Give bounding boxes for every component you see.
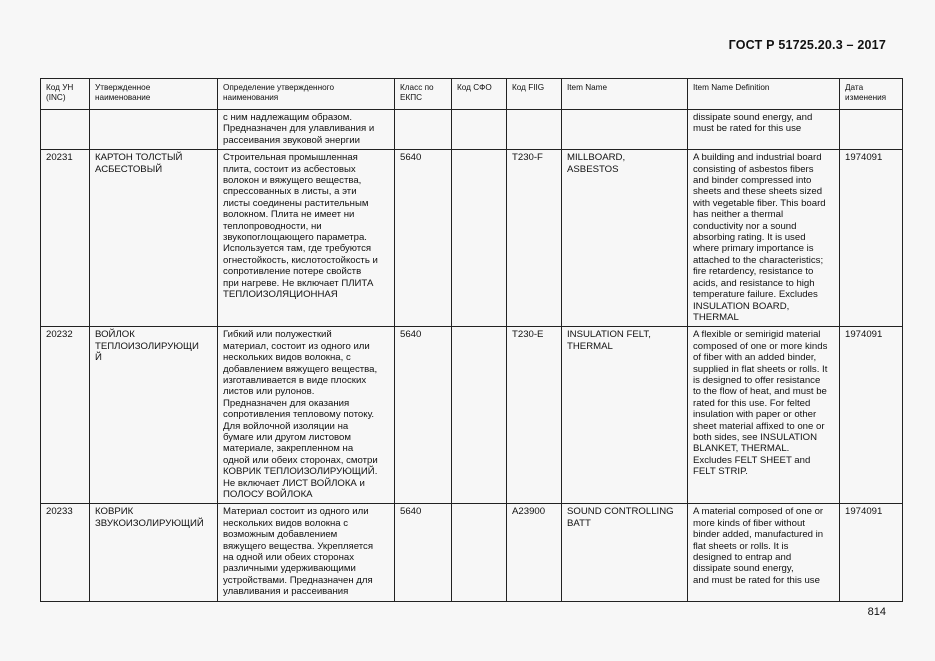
cell-fiig — [507, 110, 562, 150]
col-header-sfo: Код СФО — [452, 79, 507, 110]
cell-item-name: SOUND CONTROLLING BATT — [562, 504, 688, 601]
table-row — [41, 504, 903, 601]
cell-definition-en: dissipate sound energy, and must be rated for this use — [688, 110, 840, 150]
cell-fiig: T230-F — [507, 150, 562, 327]
cell-name-ru: КОВРИК ЗВУКОИЗОЛИРУЮЩИЙ — [90, 504, 218, 601]
cell-fiig: A23900 — [507, 504, 562, 601]
cell-class: 5640 — [395, 504, 452, 601]
table-row — [41, 327, 903, 504]
table-row-continuation — [41, 110, 903, 150]
cell-definition-ru: с ним надлежащим образом. Предназначен для улавливания и рассеивания звуковой энергии — [218, 110, 395, 150]
cell-date — [840, 110, 903, 150]
catalog-table — [40, 78, 903, 602]
cell-definition-en: A flexible or semirigid material composed of one or more kinds of fiber with an added binder, supplied in flat sheets or rolls. It is designed to offer resistance to the flow of heat, and must be rated for this use. For felted insulation with paper or other sheet material affixed to one or both sides, see INSULATION BLANKET, THERMAL. Excludes FELT SHEET and FELT STRIP. — [688, 327, 840, 504]
cell-class: 5640 — [395, 150, 452, 327]
cell-sfo — [452, 150, 507, 327]
col-header-class: Класс по ЕКПС — [395, 79, 452, 110]
cell-definition-en: A building and industrial board consisting of asbestos fibers and binder compressed into sheets and these sheets sized with vegetable fiber. This board has neither a thermal conductivity nor a sound absorbing rating. It is used where primary importance is attached to the characteristics; fire retardency, resistance to acids, and resistance to high temperature failure. Excludes INSULATION BOARD, THERMAL — [688, 150, 840, 327]
cell-name-ru: ВОЙЛОК ТЕПЛОИЗОЛИРУЮЩИ Й — [90, 327, 218, 504]
cell-name-ru — [90, 110, 218, 150]
col-header-name-ru: Утвержденное наименование — [90, 79, 218, 110]
cell-fiig: T230-E — [507, 327, 562, 504]
cell-code — [41, 110, 90, 150]
cell-class: 5640 — [395, 327, 452, 504]
cell-date: 1974091 — [840, 504, 903, 601]
cell-sfo — [452, 327, 507, 504]
cell-date: 1974091 — [840, 327, 903, 504]
cell-date: 1974091 — [840, 150, 903, 327]
col-header-definition-ru: Определение утвержденного наименования — [218, 79, 395, 110]
cell-name-ru: КАРТОН ТОЛСТЫЙ АСБЕСТОВЫЙ — [90, 150, 218, 327]
cell-code: 20233 — [41, 504, 90, 601]
cell-sfo — [452, 110, 507, 150]
cell-definition-ru: Гибкий или полужесткий материал, состоит из одного или нескольких видов волокна, с добавлением вяжущего вещества, изготавливается в виде плоских листов или рулонов. Предназначен для оказания сопротивления тепловому потоку. Для войлочной изоляции на бумаге или другом листовом материале, закрепленном на одной или обеих сторонах, смотри КОВРИК ТЕПЛОИЗОЛИРУЮЩИЙ. Не включает ЛИСТ ВОЙЛОКА и ПОЛОСУ ВОЙЛОКА — [218, 327, 395, 504]
cell-definition-en: A material composed of one or more kinds of fiber without binder added, manufactured in flat sheets or rolls. It is designed to entrap and dissipate sound energy, and must be rated for this use — [688, 504, 840, 601]
cell-sfo — [452, 504, 507, 601]
standard-designation: ГОСТ Р 51725.20.3 – 2017 — [728, 38, 886, 52]
cell-code: 20231 — [41, 150, 90, 327]
table-row — [41, 150, 903, 327]
cell-definition-ru: Строительная промышленная плита, состоит из асбестовых волокон и вяжущего вещества, спрессованных в листы, а эти листы соединены растительным волокном. Плита не имеет ни теплопроводности, ни звукопоглощающего параметра. Используется там, где требуются огнестойкость, кислотостойкость и сопротивление потере свойств при нагреве. Не включает ПЛИТА ТЕПЛОИЗОЛЯЦИОННАЯ — [218, 150, 395, 327]
cell-class — [395, 110, 452, 150]
col-header-fiig: Код FIIG — [507, 79, 562, 110]
cell-item-name: MILLBOARD, ASBESTOS — [562, 150, 688, 327]
table-header-row — [41, 79, 903, 110]
page-number: 814 — [867, 606, 886, 618]
cell-code: 20232 — [41, 327, 90, 504]
col-header-item-name: Item Name — [562, 79, 688, 110]
col-header-code: Код УН (INC) — [41, 79, 90, 110]
col-header-date: Дата изменения — [840, 79, 903, 110]
cell-definition-ru: Материал состоит из одного или нескольких видов волокна с возможным добавлением вяжущего вещества. Укрепляется на одной или обеих сторонах различными удерживающими устройствами. Предназначен для улавливания и рассеивания — [218, 504, 395, 601]
cell-item-name — [562, 110, 688, 150]
col-header-item-name-definition: Item Name Definition — [688, 79, 840, 110]
cell-item-name: INSULATION FELT, THERMAL — [562, 327, 688, 504]
